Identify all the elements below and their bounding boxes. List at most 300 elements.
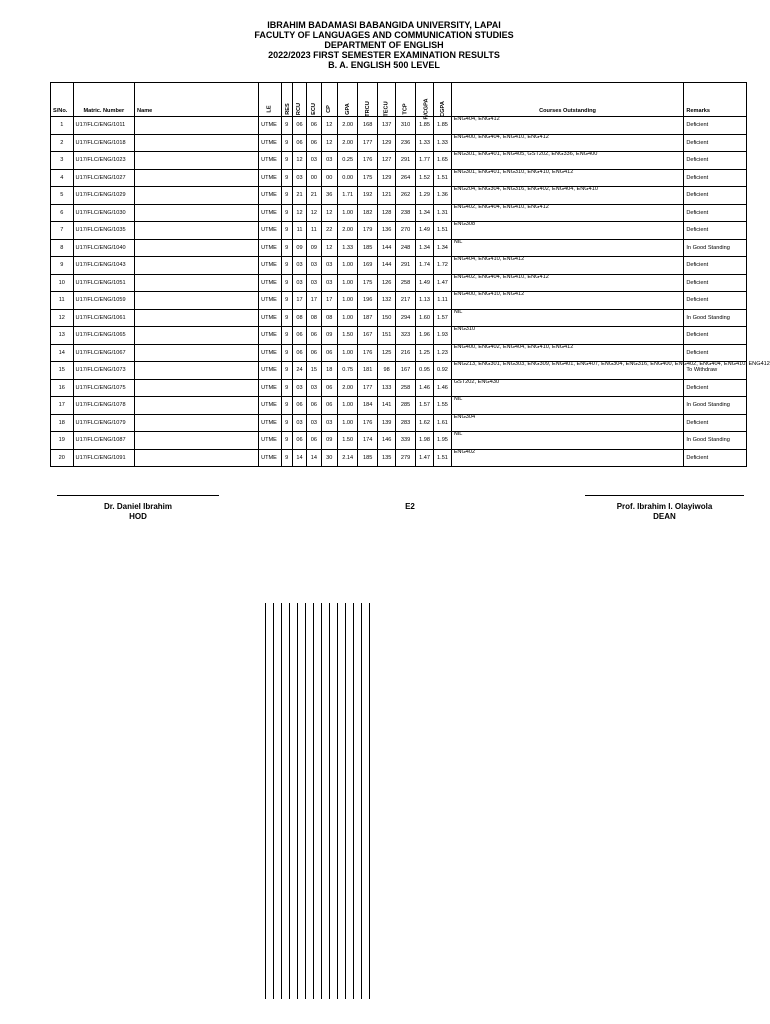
cell-trcu: 176	[358, 344, 377, 362]
stripe-line	[265, 603, 266, 999]
col-tecu: TECU	[377, 83, 395, 117]
cell-name	[135, 449, 259, 467]
cell-cp: 08	[321, 309, 337, 327]
cell-res: 9	[281, 327, 292, 345]
cell-cp: 03	[321, 414, 337, 432]
cell-le: UTME	[259, 187, 282, 205]
cell-courses: NIL	[451, 239, 684, 257]
col-cgpa: CGPA	[434, 83, 451, 117]
cell-remarks: Deficient	[684, 187, 747, 205]
cell-matric: U17/FLC/ENG/1035	[73, 222, 135, 240]
cell-cp: 06	[321, 397, 337, 415]
stripe-line	[289, 603, 290, 999]
cell-rcu: 12	[292, 204, 306, 222]
cell-le: UTME	[259, 309, 282, 327]
cell-name	[135, 379, 259, 397]
stripe-line	[329, 603, 330, 999]
cell-remarks: Deficient	[684, 204, 747, 222]
cell-res: 9	[281, 309, 292, 327]
cell-rcu: 03	[292, 379, 306, 397]
cell-res: 9	[281, 397, 292, 415]
stripe-line	[345, 603, 346, 999]
cell-cp: 09	[321, 327, 337, 345]
cell-ecu: 17	[307, 292, 321, 310]
cell-trcu: 175	[358, 274, 377, 292]
results-table	[50, 82, 770, 467]
cell-cp: 36	[321, 187, 337, 205]
cell-remarks: Deficient	[684, 414, 747, 432]
cell-res: 9	[281, 152, 292, 170]
cell-tecu: 98	[377, 362, 395, 380]
table-row	[51, 222, 747, 240]
cell-name	[135, 134, 259, 152]
cell-sno: 7	[51, 222, 74, 240]
cell-courses: ENG404, ENG410, ENG412	[451, 257, 684, 275]
col-courses: Courses Outstanding	[451, 83, 684, 117]
cell-tcp: 339	[396, 432, 415, 450]
table-row	[51, 134, 747, 152]
table-row	[51, 414, 747, 432]
cell-name	[135, 239, 259, 257]
cell-trcu: 177	[358, 134, 377, 152]
cell-tecu: 151	[377, 327, 395, 345]
cell-tcp: 167	[396, 362, 415, 380]
cell-tecu: 125	[377, 344, 395, 362]
cell-sno: 6	[51, 204, 74, 222]
cell-sno: 11	[51, 292, 74, 310]
cell-pcgpa: 1.34	[415, 204, 433, 222]
cell-trcu: 196	[358, 292, 377, 310]
cell-cgpa: 1.51	[434, 449, 451, 467]
col-cp: CP	[321, 83, 337, 117]
cell-gpa: 2.00	[337, 134, 358, 152]
cell-cgpa: 1.33	[434, 134, 451, 152]
table-row	[51, 117, 747, 135]
cell-cgpa: 1.55	[434, 397, 451, 415]
cell-rcu: 08	[292, 309, 306, 327]
cell-pcgpa: 1.33	[415, 134, 433, 152]
cell-tecu: 121	[377, 187, 395, 205]
cell-ecu: 03	[307, 257, 321, 275]
cell-tcp: 248	[396, 239, 415, 257]
stripe-line	[305, 603, 306, 999]
cell-pcgpa: 0.95	[415, 362, 433, 380]
cell-rcu: 09	[292, 239, 306, 257]
cell-pcgpa: 1.52	[415, 169, 433, 187]
table-row	[51, 397, 747, 415]
table-header-row	[51, 83, 747, 117]
cell-tcp: 270	[396, 222, 415, 240]
cell-matric: U17/FLC/ENG/1091	[73, 449, 135, 467]
hod-signature-line	[57, 495, 219, 496]
faculty-name: FACULTY OF LANGUAGES AND COMMUNICATION STUDIES	[254, 30, 514, 40]
cell-ecu: 14	[307, 449, 321, 467]
cell-matric: U17/FLC/ENG/1018	[73, 134, 135, 152]
cell-ecu: 00	[307, 169, 321, 187]
cell-sno: 12	[51, 309, 74, 327]
cell-matric: U17/FLC/ENG/1051	[73, 274, 135, 292]
document-header	[0, 20, 768, 70]
table-row	[51, 169, 747, 187]
cell-tcp: 291	[396, 257, 415, 275]
department-name: DEPARTMENT OF ENGLISH	[324, 40, 444, 50]
cell-trcu: 168	[358, 117, 377, 135]
cell-rcu: 24	[292, 362, 306, 380]
cell-sno: 10	[51, 274, 74, 292]
cell-trcu: 176	[358, 152, 377, 170]
cell-remarks: Deficient	[684, 134, 747, 152]
cell-courses: ENG204, ENG304, ENG316, ENG402, ENG404, ENG410	[451, 187, 684, 205]
cell-courses: ENG400, ENG410, ENG412	[451, 292, 684, 310]
university-name: IBRAHIM BADAMASI BABANGIDA UNIVERSITY, LAPAI	[267, 20, 501, 30]
cell-courses: ENG402, ENG404, ENG410, ENG412	[451, 274, 684, 292]
cell-cgpa: 1.11	[434, 292, 451, 310]
cell-matric: U17/FLC/ENG/1027	[73, 169, 135, 187]
cell-le: UTME	[259, 344, 282, 362]
cell-pcgpa: 1.96	[415, 327, 433, 345]
cell-name	[135, 362, 259, 380]
cell-rcu: 06	[292, 344, 306, 362]
cell-ecu: 11	[307, 222, 321, 240]
stripe-line	[281, 603, 282, 999]
col-gpa: GPA	[337, 83, 358, 117]
table-row	[51, 449, 747, 467]
cell-matric: U17/FLC/ENG/1043	[73, 257, 135, 275]
cell-tcp: 236	[396, 134, 415, 152]
cell-gpa: 0.25	[337, 152, 358, 170]
cell-pcgpa: 1.46	[415, 379, 433, 397]
cell-trcu: 192	[358, 187, 377, 205]
cell-matric: U17/FLC/ENG/1078	[73, 397, 135, 415]
cell-trcu: 169	[358, 257, 377, 275]
cell-trcu: 176	[358, 414, 377, 432]
cell-cp: 00	[321, 169, 337, 187]
cell-tecu: 146	[377, 432, 395, 450]
cell-cgpa: 1.31	[434, 204, 451, 222]
col-pcgpa: P/CGPA	[415, 83, 433, 117]
cell-ecu: 06	[307, 432, 321, 450]
cell-ecu: 06	[307, 134, 321, 152]
cell-courses: NIL	[451, 397, 684, 415]
cell-rcu: 12	[292, 152, 306, 170]
cell-rcu: 11	[292, 222, 306, 240]
cell-tecu: 129	[377, 134, 395, 152]
cell-le: UTME	[259, 257, 282, 275]
cell-cp: 03	[321, 257, 337, 275]
cell-gpa: 1.00	[337, 344, 358, 362]
cell-name	[135, 292, 259, 310]
cell-pcgpa: 1.98	[415, 432, 433, 450]
dean-title: DEAN	[653, 512, 676, 521]
cell-tcp: 294	[396, 309, 415, 327]
stripe-line	[337, 603, 338, 999]
cell-name	[135, 274, 259, 292]
cell-le: UTME	[259, 292, 282, 310]
cell-cgpa: 1.61	[434, 414, 451, 432]
cell-res: 9	[281, 117, 292, 135]
cell-trcu: 179	[358, 222, 377, 240]
cell-cp: 09	[321, 432, 337, 450]
cell-courses: NIL	[451, 309, 684, 327]
cell-cgpa: 1.72	[434, 257, 451, 275]
cell-courses: ENG402	[451, 449, 684, 467]
cell-pcgpa: 1.60	[415, 309, 433, 327]
cell-rcu: 03	[292, 257, 306, 275]
stripe-line	[353, 603, 354, 999]
cell-name	[135, 257, 259, 275]
table-row	[51, 432, 747, 450]
cell-ecu: 03	[307, 274, 321, 292]
cell-cp: 30	[321, 449, 337, 467]
col-name: Name	[135, 83, 259, 117]
cell-cp: 18	[321, 362, 337, 380]
cell-le: UTME	[259, 379, 282, 397]
cell-ecu: 08	[307, 309, 321, 327]
cell-tecu: 139	[377, 414, 395, 432]
cell-ecu: 03	[307, 379, 321, 397]
col-sno: S/No.	[51, 83, 74, 117]
cell-name	[135, 414, 259, 432]
cell-res: 9	[281, 344, 292, 362]
cell-tecu: 144	[377, 239, 395, 257]
cell-gpa: 1.00	[337, 204, 358, 222]
cell-gpa: 1.71	[337, 187, 358, 205]
cell-remarks: Deficient	[684, 257, 747, 275]
cell-sno: 5	[51, 187, 74, 205]
cell-cp: 12	[321, 204, 337, 222]
cell-tcp: 216	[396, 344, 415, 362]
cell-sno: 15	[51, 362, 74, 380]
cell-matric: U17/FLC/ENG/1040	[73, 239, 135, 257]
cell-matric: U17/FLC/ENG/1067	[73, 344, 135, 362]
cell-ecu: 09	[307, 239, 321, 257]
cell-trcu: 174	[358, 432, 377, 450]
cell-trcu: 181	[358, 362, 377, 380]
cell-ecu: 12	[307, 204, 321, 222]
cell-trcu: 185	[358, 449, 377, 467]
dean-signature-block	[585, 502, 744, 522]
cell-sno: 18	[51, 414, 74, 432]
cell-trcu: 187	[358, 309, 377, 327]
cell-remarks: Deficient	[684, 344, 747, 362]
cell-le: UTME	[259, 134, 282, 152]
cell-trcu: 167	[358, 327, 377, 345]
cell-tcp: 262	[396, 187, 415, 205]
cell-gpa: 2.00	[337, 222, 358, 240]
cell-res: 9	[281, 222, 292, 240]
cell-le: UTME	[259, 432, 282, 450]
cell-remarks: In Good Standing	[684, 309, 747, 327]
cell-pcgpa: 1.77	[415, 152, 433, 170]
cell-rcu: 06	[292, 397, 306, 415]
cell-name	[135, 169, 259, 187]
cell-le: UTME	[259, 274, 282, 292]
cell-sno: 13	[51, 327, 74, 345]
hod-name: Dr. Daniel Ibrahim	[103, 502, 173, 511]
cell-tcp: 279	[396, 449, 415, 467]
cell-ecu: 15	[307, 362, 321, 380]
cell-tecu: 136	[377, 222, 395, 240]
cell-cp: 12	[321, 117, 337, 135]
col-remarks: Remarks	[684, 83, 747, 117]
cell-gpa: 0.75	[337, 362, 358, 380]
table-row	[51, 327, 747, 345]
cell-courses: ENG301, ENG401, ENG405, GST202, ENG336, ENG400	[451, 152, 684, 170]
table-row	[51, 187, 747, 205]
cell-name	[135, 187, 259, 205]
cell-remarks: Deficient	[684, 117, 747, 135]
cell-remarks: Deficient	[684, 222, 747, 240]
cell-gpa: 1.00	[337, 274, 358, 292]
cell-res: 9	[281, 187, 292, 205]
cell-res: 9	[281, 432, 292, 450]
cell-pcgpa: 1.57	[415, 397, 433, 415]
cell-pcgpa: 1.13	[415, 292, 433, 310]
cell-gpa: 1.00	[337, 292, 358, 310]
cell-cgpa: 1.23	[434, 344, 451, 362]
cell-tecu: 132	[377, 292, 395, 310]
cell-res: 9	[281, 134, 292, 152]
cell-cp: 03	[321, 152, 337, 170]
table-row	[51, 379, 747, 397]
cell-tcp: 258	[396, 274, 415, 292]
cell-cp: 06	[321, 344, 337, 362]
cell-cgpa: 1.65	[434, 152, 451, 170]
cell-rcu: 06	[292, 134, 306, 152]
cell-gpa: 1.00	[337, 257, 358, 275]
cell-tcp: 310	[396, 117, 415, 135]
cell-courses: ENG404, ENG412	[451, 117, 684, 135]
cell-matric: U17/FLC/ENG/1075	[73, 379, 135, 397]
cell-gpa: 1.00	[337, 397, 358, 415]
cell-cp: 12	[321, 134, 337, 152]
cell-sno: 20	[51, 449, 74, 467]
stripe-line	[273, 603, 274, 999]
cell-tcp: 217	[396, 292, 415, 310]
col-matric: Matric. Number	[73, 83, 135, 117]
cell-matric: U17/FLC/ENG/1079	[73, 414, 135, 432]
cell-tecu: 135	[377, 449, 395, 467]
cell-tecu: 128	[377, 204, 395, 222]
cell-ecu: 03	[307, 414, 321, 432]
cell-gpa: 1.00	[337, 309, 358, 327]
cell-remarks: In Good Standing	[684, 239, 747, 257]
cell-gpa: 1.50	[337, 327, 358, 345]
stripe-line	[297, 603, 298, 999]
cell-remarks: In Good Standing	[684, 432, 747, 450]
cell-le: UTME	[259, 449, 282, 467]
cell-remarks: In Good Standing	[684, 397, 747, 415]
cell-pcgpa: 1.29	[415, 187, 433, 205]
programme-level: B. A. ENGLISH 500 LEVEL	[328, 60, 440, 70]
cell-tecu: 127	[377, 152, 395, 170]
cell-cgpa: 0.92	[434, 362, 451, 380]
cell-res: 9	[281, 379, 292, 397]
table-row	[51, 152, 747, 170]
cell-sno: 19	[51, 432, 74, 450]
cell-remarks: Deficient	[684, 379, 747, 397]
cell-ecu: 06	[307, 344, 321, 362]
table-row	[51, 292, 747, 310]
col-ecu: ECU	[307, 83, 321, 117]
cell-trcu: 184	[358, 397, 377, 415]
cell-le: UTME	[259, 414, 282, 432]
cell-pcgpa: 1.34	[415, 239, 433, 257]
cell-name	[135, 204, 259, 222]
cell-cgpa: 1.46	[434, 379, 451, 397]
cell-matric: U17/FLC/ENG/1030	[73, 204, 135, 222]
cell-name	[135, 152, 259, 170]
cell-cgpa: 1.93	[434, 327, 451, 345]
cell-rcu: 17	[292, 292, 306, 310]
stripe-line	[369, 603, 370, 999]
cell-pcgpa: 1.49	[415, 222, 433, 240]
cell-matric: U17/FLC/ENG/1061	[73, 309, 135, 327]
cell-pcgpa: 1.49	[415, 274, 433, 292]
page-code: E2	[405, 502, 415, 511]
cell-remarks: Deficient	[684, 449, 747, 467]
cell-ecu: 06	[307, 397, 321, 415]
cell-tcp: 238	[396, 204, 415, 222]
table-row	[51, 274, 747, 292]
table-body	[51, 116, 770, 467]
cell-res: 9	[281, 292, 292, 310]
cell-cgpa: 1.51	[434, 222, 451, 240]
cell-remarks: To Withdraw	[684, 362, 747, 380]
cell-name	[135, 222, 259, 240]
table-row	[51, 257, 747, 275]
cell-name	[135, 327, 259, 345]
hod-title: HOD	[129, 512, 147, 521]
cell-remarks: Deficient	[684, 169, 747, 187]
cell-tcp: 285	[396, 397, 415, 415]
cell-res: 9	[281, 257, 292, 275]
table-row	[51, 344, 747, 362]
cell-pcgpa: 1.85	[415, 117, 433, 135]
table-row	[51, 362, 747, 380]
cell-rcu: 06	[292, 117, 306, 135]
cell-courses: ENG400, ENG402, ENG404, ENG410, ENG412	[451, 344, 684, 362]
cell-remarks: Deficient	[684, 292, 747, 310]
cell-trcu: 177	[358, 379, 377, 397]
cell-cp: 12	[321, 239, 337, 257]
cell-res: 9	[281, 169, 292, 187]
cell-tecu: 126	[377, 274, 395, 292]
cell-tcp: 291	[396, 152, 415, 170]
cell-sno: 1	[51, 117, 74, 135]
cell-name	[135, 344, 259, 362]
cell-cgpa: 1.57	[434, 309, 451, 327]
cell-ecu: 03	[307, 152, 321, 170]
cell-tecu: 144	[377, 257, 395, 275]
cell-courses: ENG310	[451, 327, 684, 345]
cell-res: 9	[281, 239, 292, 257]
cell-le: UTME	[259, 362, 282, 380]
cell-le: UTME	[259, 152, 282, 170]
cell-gpa: 2.00	[337, 117, 358, 135]
cell-le: UTME	[259, 117, 282, 135]
table-row	[51, 309, 747, 327]
cell-le: UTME	[259, 222, 282, 240]
cell-name	[135, 309, 259, 327]
cell-cp: 06	[321, 379, 337, 397]
cell-sno: 16	[51, 379, 74, 397]
stripe-line	[313, 603, 314, 999]
cell-courses: ENG308	[451, 222, 684, 240]
cell-trcu: 175	[358, 169, 377, 187]
cell-cp: 17	[321, 292, 337, 310]
cell-le: UTME	[259, 397, 282, 415]
